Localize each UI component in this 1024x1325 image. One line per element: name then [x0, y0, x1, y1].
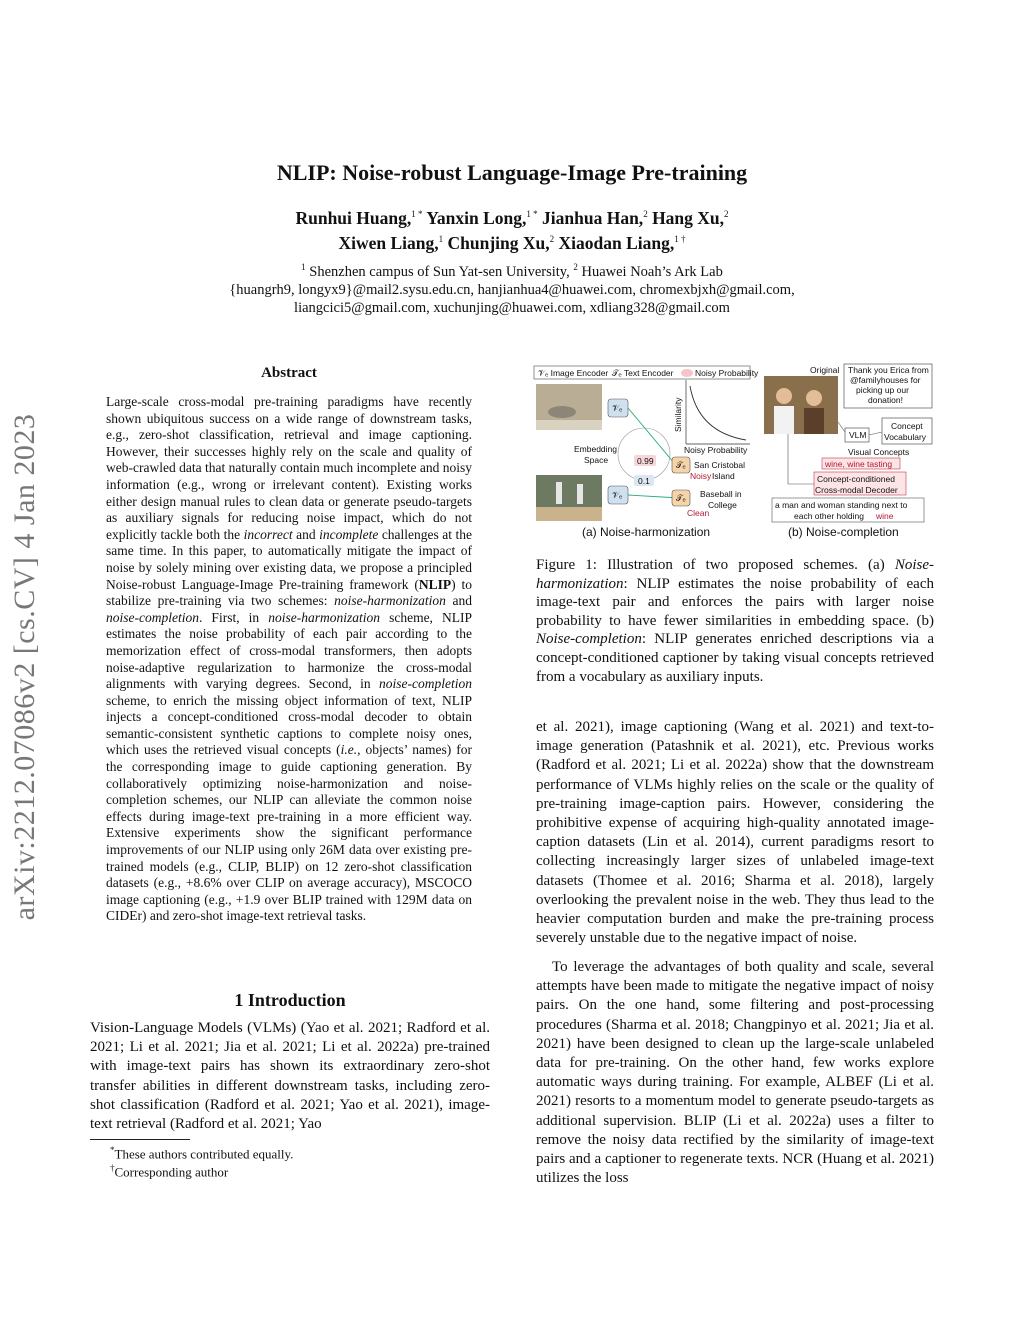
author-affil: 1 *	[411, 209, 423, 220]
footnote-rule	[90, 1139, 190, 1140]
affil-marker: 2	[573, 262, 578, 272]
visual-concepts-label: Visual Concepts	[848, 447, 910, 457]
abstract-text: . First, in	[198, 609, 260, 625]
footnote-marker: †	[110, 1163, 115, 1173]
couple-photo	[774, 406, 794, 434]
generated-caption-wine: wine	[876, 511, 894, 521]
abstract-emph: noise-completion	[106, 609, 199, 625]
flow-arrow	[869, 432, 882, 435]
caption-clean-line-2: College	[708, 500, 737, 510]
footnote-text: These authors contributed equally.	[114, 1146, 294, 1162]
caption-emph: Noise-completion	[536, 631, 642, 648]
affiliations	[0, 262, 1024, 281]
arxiv-side-stamp: arXiv:2212.07086v2 [cs.CV] 4 Jan 2023	[8, 413, 41, 921]
intro-heading: 1 Introduction	[234, 990, 346, 1010]
abstract-text: ) to stabilize pre-training via two schemes:	[106, 576, 473, 609]
similarity-value: 0.1	[638, 476, 650, 486]
couple-photo	[776, 388, 792, 404]
author-line-1	[0, 208, 1024, 229]
nlip-expansion: Noise-robust Language-Image Pre-training	[106, 576, 344, 592]
author-affil: 2	[549, 234, 555, 245]
author-name: Chunjing Xu,	[447, 233, 550, 253]
baseball-image	[556, 482, 562, 504]
couple-photo	[806, 390, 822, 406]
abstract-text: scheme, NLIP estimates the noise probability of each pair according to the memorization effect of cross-modal transformers, then adopts noise-adaptive regularization to harmonize the cross-modal alignments with varying degrees. Second, in	[106, 609, 473, 692]
text-encoder-label: 𝒯ₑ	[676, 460, 686, 470]
original-caption-line: donation!	[868, 395, 903, 405]
generated-caption-line-2: each other holding	[794, 511, 864, 521]
abstract-emph: i.e.	[340, 742, 358, 758]
caption-clean-line-1: Baseball in	[700, 489, 742, 499]
abstract-text: Large-scale cross-modal pre-training paradigms have recently shown ubiquitous success on a wide range of downstream tasks, e.g., zero-shot classification, retrieval and image captioning. However, their successes highly rely on the scale and quality of web-crawled data that naturally contain much incomplete and noisy information (e.g., wrong or irrelevant content). Existing works either design manual rules to clean data or generate pseudo-targets as auxiliary signals for reducing noise impact, which do not explicitly tackle both the	[106, 394, 472, 542]
similarity-axis-label: Similarity	[673, 397, 683, 432]
caption-text: : NLIP estimates the noise probability of each image-text pair and enforces the pairs with larger noise probability to have fewer similarities in embedding space. (b)	[536, 575, 934, 629]
affil-marker: 1	[301, 262, 306, 272]
affil-inst-2: Huawei Noah’s Ark Lab	[581, 263, 723, 280]
abstract-text: and	[296, 526, 316, 542]
image-encoder-label: 𝒱ₑ	[612, 403, 623, 413]
original-caption-line: @familyhouses for	[850, 375, 921, 385]
space-label: Space	[584, 455, 609, 465]
author-affil: 1 *	[526, 209, 538, 220]
baseball-image	[536, 507, 602, 521]
subfig-b-label: (b) Noise-completion	[788, 525, 899, 539]
abstract-emph: noise-harmonization	[268, 609, 380, 625]
text-encoder-label: 𝒯ₑ	[676, 493, 686, 503]
nlip-bold: NLIP	[418, 576, 452, 592]
decoder-line-2: Cross-modal Decoder	[815, 485, 898, 495]
abstract-text: , objects’ names) for the corresponding image to guide captioning generation. By collaboratively optimizing noise-harmonization and noise-completion schemes, our NLIP can alleviate the common noise effects during image-text pre-training in a more efficient way. Extensive experiments show the significant performance improvements of our NLIP using only 26M data over existing pre-trained models (e.g., CLIP, BLIP) on 12 zero-shot classification datasets (e.g., +8.6% over CLIP on average accuracy), MSCOCO image captioning (e.g., +1.9 over BLIP trained with 129M data on CIDEr) and zero-shot image-text retrieval tasks.	[106, 742, 472, 924]
abstract-heading: Abstract	[261, 365, 317, 381]
abstract-emph: incomplete	[319, 526, 379, 542]
concepts-value: wine, wine tasting	[825, 459, 893, 469]
couple-photo	[804, 408, 824, 434]
author-affil: 2	[643, 209, 648, 220]
paper-title: NLIP: Noise-robust Language-Image Pre-training	[276, 160, 748, 185]
abstract-text: challenges at the same time. In this paper, to automatically mitigate the impact of noise by solely mining over existing data, we propose a principled	[106, 526, 472, 575]
figure-1-caption	[536, 556, 934, 686]
original-label: Original	[810, 365, 840, 375]
vocabulary-line-1: Concept	[891, 421, 923, 431]
legend-noisy-prob: Noisy Probability	[695, 368, 759, 378]
figure-1	[532, 362, 936, 548]
abstract-body	[106, 394, 472, 925]
baseball-image	[577, 484, 583, 504]
caption-noisy-line-1: San Cristobal	[694, 460, 746, 470]
bird-image	[548, 406, 576, 418]
clean-tag: Clean	[687, 508, 710, 518]
flow-arrow	[838, 422, 845, 432]
legend-text-encoder: 𝒯ₑ Text Encoder	[612, 368, 674, 378]
original-caption-line: Thank you Erica from	[848, 365, 929, 375]
generated-caption-line-1: a man and woman standing next to	[775, 500, 908, 510]
footnote-marker: *	[110, 1145, 115, 1155]
abstract-emph: noise-completion	[379, 676, 472, 692]
noisy-tag: Noisy	[690, 471, 712, 481]
right-col-para-2: To leverage the advantages of both quality and scale, several attempts have been made to mitigate the negative impact of noisy pairs. On the one hand, some filtering and post-processing procedures (Sharma et al. 2018; Changpinyo et al. 2021; Jia et al. 2021) have been designed to clean up the large-scale unlabeled data for pre-training. On the other hand, few works explore automatic ways during training. For example, ALBEF (Li et al. 2021) resorts to a momentum model to generate pseudo-targets as additional supervision. BLIP (Li et al. 2022a) uses a filter to remove the noisy data rectified by the similarity of image-text pairs and a captioner to regenerate texts. NCR (Huang et al. 2021) utilizes the loss	[536, 959, 934, 1187]
author-name: Xiwen Liang,	[338, 233, 439, 253]
bird-image	[536, 420, 602, 430]
author-name: Xiaodan Liang,	[558, 233, 675, 253]
author-name: Runhui Huang,	[295, 208, 412, 228]
author-name: Jianhua Han,	[542, 208, 644, 228]
original-caption-line: picking up our	[856, 385, 909, 395]
abstract-text: scheme, to enrich the missing object information of text, NLIP injects a concept-conditioned cross-modal decoder to obtain semantic-consistent synthetic captions to complete noisy ones, which uses the retrieved visual concepts (	[106, 692, 472, 758]
author-name: Hang Xu,	[652, 208, 725, 228]
emails-line-1: {huangrh9, longyx9}@mail2.sysu.edu.cn, hanjianhua4@huawei.com, chromexbjxh@gmail.com,	[229, 282, 795, 298]
abstract-text: framework (	[349, 576, 419, 592]
subfig-a-label: (a) Noise-harmonization	[582, 525, 711, 539]
abstract-emph: noise-harmonization	[334, 593, 446, 609]
embedding-label: Embedding	[574, 444, 618, 454]
abstract-text: and	[452, 593, 473, 609]
decoder-line-1: Concept-conditioned	[817, 474, 895, 484]
right-col-para-1: et al. 2021), image captioning (Wang et al. 2021) and text-to-image generation (Patashnik et al. 2021), etc. Previous works (Radford et al. 2021; Li et al. 2022a) show that the downstream performance of VLMs highly relies on the scale or the quality of pre-training image-caption pairs. However, considering the prohibitive expense of acquiring high-quality annotated image-caption datasets (Lin et al. 2014), current paradigms resort to collecting increasingly larger sizes of unlabeled image-text datasets (Thomee et al. 2016; Sharma et al. 2018), largely overlooking the prevalent noise in the web. They thus lead to the heavier computation burden and make the pre-training process severely unstable due to the negative impact of noise.	[536, 719, 934, 947]
author-affil: 1 †	[674, 234, 686, 245]
abstract-emph: incorrect	[243, 526, 293, 542]
footnote-2	[110, 1160, 228, 1180]
vlm-label: VLM	[849, 430, 867, 440]
author-affil: 2	[724, 209, 729, 220]
author-line-2	[0, 233, 1024, 254]
noisy-prob-axis-label: Noisy Probability	[684, 445, 748, 455]
image-encoder-label: 𝒱ₑ	[612, 490, 623, 500]
legend-image-encoder: 𝒱ₑ Image Encoder	[538, 368, 609, 378]
author-name: Yanxin Long,	[426, 208, 527, 228]
footnote-text: Corresponding author	[114, 1164, 229, 1180]
similarity-curve	[690, 386, 746, 440]
intro-body: Vision-Language Models (VLMs) (Yao et al. 2021; Radford et al. 2021; Li et al. 2021; Jia et al. 2021; Li et al. 2022a) pre-trained with image-text pairs has shown its extraordinary zero-shot transfer abilities in different downstream tasks, including zero-shot classification (Radford et al. 2021; Yao et al. 2021), image-text retrieval (Radford et al. 2021; Yao	[90, 1020, 490, 1133]
caption-text: Figure 1: Illustration of two proposed schemes. (a)	[536, 557, 885, 573]
affil-inst-1: Shenzhen campus of Sun Yat-sen University,	[309, 263, 570, 280]
caption-emph: Noise-harmonization	[536, 557, 934, 592]
caption-noisy-line-2: Island	[712, 471, 735, 481]
emails-line-2: liangcici5@gmail.com, xuchunjing@huawei.com, xdliang328@gmail.com	[294, 300, 730, 316]
embedding-circle	[618, 428, 670, 480]
vocabulary-line-2: Vocabulary	[884, 432, 927, 442]
author-affil: 1	[438, 234, 444, 245]
caption-text: : NLIP generates enriched descriptions via a concept-conditioned captioner by taking visual concepts retrieved from a vocabulary as auxiliary inputs.	[536, 631, 934, 685]
legend-noise-swatch	[681, 369, 693, 377]
similarity-value: 0.99	[637, 456, 654, 466]
